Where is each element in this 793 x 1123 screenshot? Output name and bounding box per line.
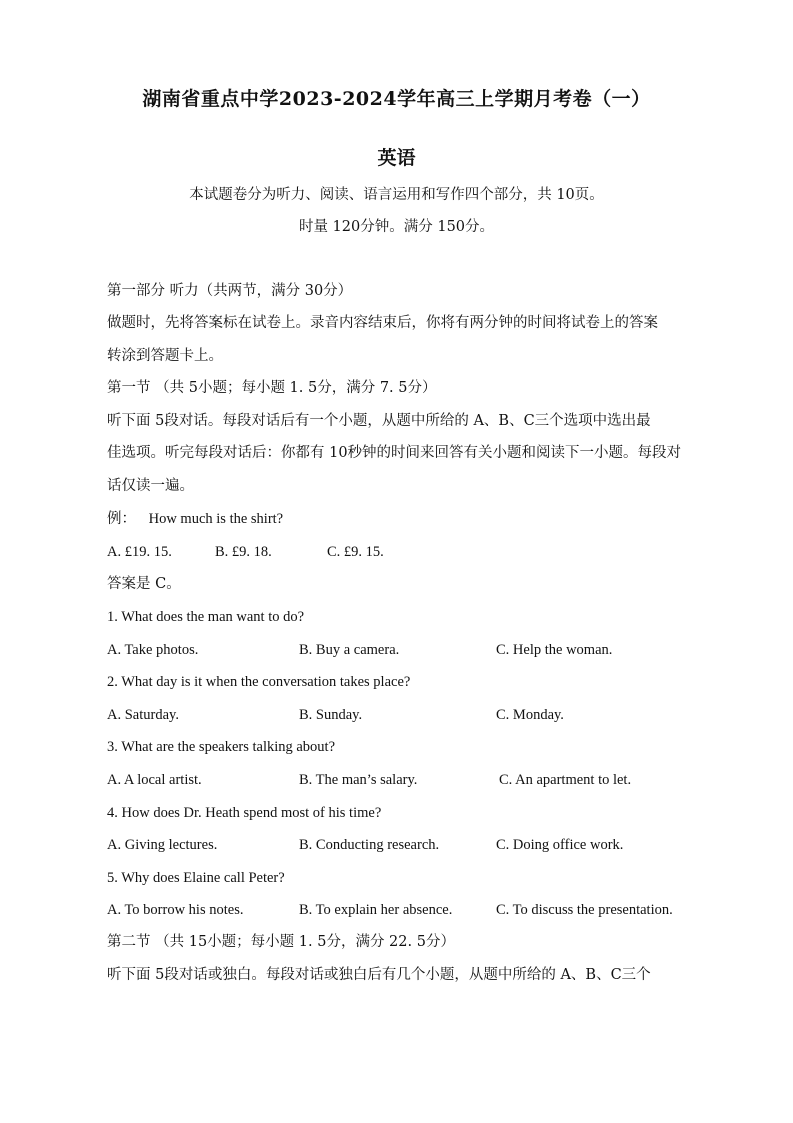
option-b: B. Sunday. bbox=[299, 707, 363, 723]
example-option-a: A. £19. 15. bbox=[107, 544, 172, 560]
section1-text-2: 佳选项。听完每段对话后：你都有 10秒钟的时间来回答有关小题和阅读下一小题。每段对 bbox=[107, 445, 682, 461]
option-b: B. Conducting research. bbox=[299, 837, 440, 853]
question-stem: 5. Why does Elaine call Peter? bbox=[107, 870, 285, 886]
option-c: C. Help the woman. bbox=[496, 642, 613, 658]
option-a: A. Take photos. bbox=[107, 642, 199, 658]
example-answer: 答案是 C。 bbox=[107, 576, 181, 592]
part1-heading: 第一部分 听力（共两节，满分 30分） bbox=[107, 283, 353, 299]
section1-text-3: 话仅读一遍。 bbox=[107, 478, 194, 494]
section1-heading: 第一节 （共 5小题；每小题 1. 5分，满分 7. 5分） bbox=[107, 380, 437, 396]
intro-line-1: 本试题卷分为听力、阅读、语言运用和写作四个部分，共 10页。 bbox=[189, 187, 604, 203]
intro-line-2: 时量 120分钟。满分 150分。 bbox=[298, 219, 495, 235]
option-a: A. A local artist. bbox=[107, 772, 202, 788]
option-b: B. Buy a camera. bbox=[299, 642, 400, 658]
part1-instruction-2: 转涂到答题卡上。 bbox=[107, 348, 223, 364]
option-a: A. To borrow his notes. bbox=[107, 902, 244, 918]
option-b: B. The man’s salary. bbox=[299, 772, 418, 788]
example-question-line bbox=[107, 509, 719, 529]
subject-title: 英语 bbox=[377, 147, 416, 169]
section2-text-1: 听下面 5段对话或独白。每段对话或独白后有几个小题，从题中所给的 A、B、C三个 bbox=[107, 967, 651, 983]
question-stem: 4. How does Dr. Heath spend most of his time? bbox=[107, 805, 382, 821]
option-c: C. To discuss the presentation. bbox=[496, 902, 673, 918]
exam-title: 湖南省重点中学2023-2024学年高三上学期月考卷（一） bbox=[142, 88, 651, 110]
option-a: A. Saturday. bbox=[107, 707, 179, 723]
option-a: A. Giving lectures. bbox=[107, 837, 218, 853]
option-c: C. Doing office work. bbox=[496, 837, 624, 853]
example-option-b: B. £9. 18. bbox=[215, 544, 272, 560]
section1-text-1: 听下面 5段对话。每段对话后有一个小题，从题中所给的 A、B、C三个选项中选出最 bbox=[107, 413, 651, 429]
example-label: 例： bbox=[107, 511, 136, 527]
option-c: C. Monday. bbox=[496, 707, 564, 723]
question-stem: 2. What day is it when the conversation takes place? bbox=[107, 674, 411, 690]
example-question: How much is the shirt? bbox=[148, 511, 284, 527]
part1-instruction-1: 做题时，先将答案标在试卷上。录音内容结束后，你将有两分钟的时间将试卷上的答案 bbox=[107, 315, 658, 331]
section2-heading: 第二节 （共 15小题；每小题 1. 5分，满分 22. 5分） bbox=[107, 934, 455, 950]
option-b: B. To explain her absence. bbox=[299, 902, 453, 918]
example-option-c: C. £9. 15. bbox=[327, 544, 384, 560]
question-stem: 3. What are the speakers talking about? bbox=[107, 739, 336, 755]
question-stem: 1. What does the man want to do? bbox=[107, 609, 305, 625]
option-c: C. An apartment to let. bbox=[499, 772, 632, 788]
